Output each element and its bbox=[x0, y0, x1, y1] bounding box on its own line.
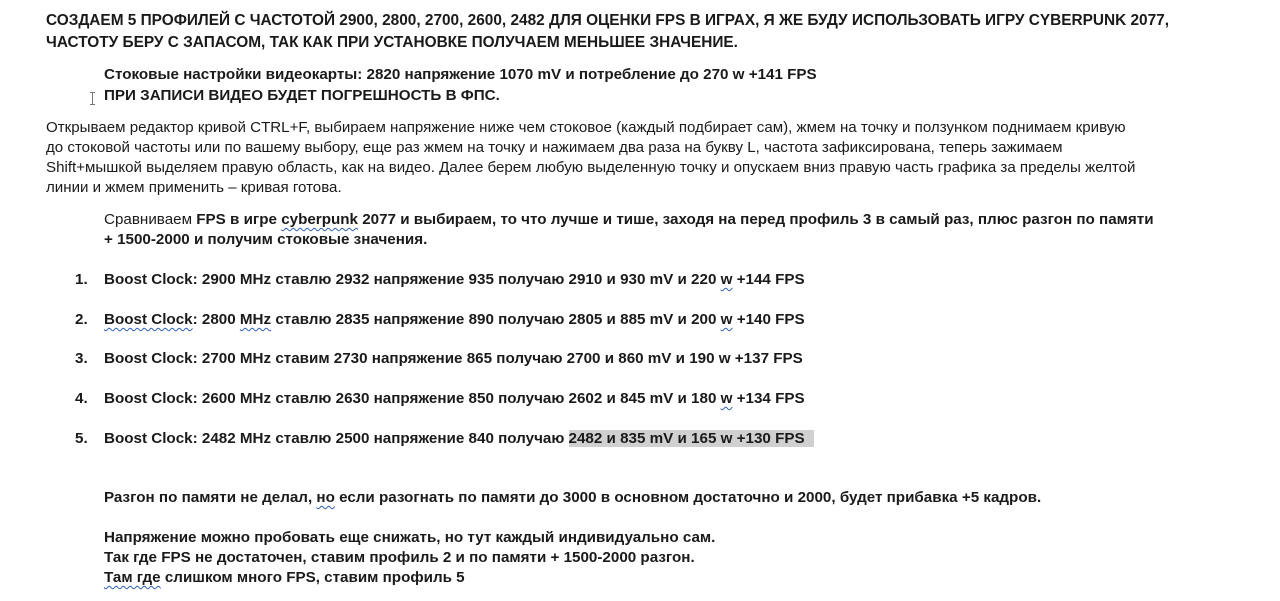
memory-text-b: если разогнать по памяти до 3000 в основном достаточно и 2000, будет прибавка +5 кадров. bbox=[334, 489, 1042, 506]
profile-item-2 bbox=[104, 310, 805, 330]
profile-item-3: Boost Clock: 2700 MHz ставим 2730 напряжение 865 получаю 2700 и 860 mV и 190 w +137 FPS bbox=[104, 350, 803, 367]
title-line-1: СОЗДАЕМ 5 ПРОФИЛЕЙ С ЧАСТОТОЙ 2900, 2800, 2700, 2600, 2482 ДЛЯ ОЦЕНКИ FPS В ИГРАХ, Я ЖЕ БУДУ ИСПОЛЬЗОВАТЬ ИГРУ CYBERPUNK 2077, bbox=[46, 12, 1170, 29]
instruction-line-2: до стоковой частоты или по вашему выбору, еще раз жмем на точку и нажимаем два раза на букву L, частота зафиксирована, теперь зажимаем bbox=[46, 139, 1063, 156]
profile-1-watt: w bbox=[720, 271, 733, 288]
profile-4-watt: w bbox=[720, 390, 733, 407]
instruction-line-4: линии и жмем применить – кривая готова. bbox=[46, 179, 342, 196]
note-3-word: Там где bbox=[104, 569, 161, 586]
profile-2-text-a: : 2800 bbox=[192, 311, 240, 328]
note-line-2: Так где FPS не достаточен, ставим профиль 2 и по памяти + 1500-2000 разгон. bbox=[104, 549, 695, 566]
profile-5-text: Boost Clock: 2482 MHz ставлю 2500 напряжение 840 получаю bbox=[104, 430, 569, 447]
list-number-2: 2. bbox=[75, 311, 88, 328]
profile-1-fps: +144 FPS bbox=[732, 271, 805, 288]
list-number-4: 4. bbox=[75, 390, 88, 407]
profile-4-text: Boost Clock: 2600 MHz ставлю 2630 напряжение 850 получаю 2602 и 845 mV и 180 bbox=[104, 390, 721, 407]
profile-1-text: Boost Clock: 2900 MHz ставлю 2932 напряжение 935 получаю 2910 и 930 mV и 220 bbox=[104, 271, 721, 288]
profile-2-mhz: MHz bbox=[239, 311, 272, 328]
profile-2-fps: +140 FPS bbox=[732, 311, 805, 328]
note-line-1: Напряжение можно пробовать еще снижать, но тут каждый индивидуально сам. bbox=[104, 529, 716, 546]
compare-line-1 bbox=[104, 210, 1154, 230]
stock-settings-line: Стоковые настройки видеокарты: 2820 напряжение 1070 mV и потребление до 270 w +141 FPS bbox=[104, 66, 817, 83]
compare-intro: Сравниваем bbox=[104, 211, 197, 228]
profile-item-4 bbox=[104, 389, 805, 409]
profile-item-5 bbox=[104, 429, 814, 449]
memory-word-no: но bbox=[316, 489, 335, 506]
profile-2-watt: w bbox=[720, 311, 733, 328]
list-number-5: 5. bbox=[75, 430, 88, 447]
compare-game-word: cyberpunk bbox=[281, 211, 358, 228]
profile-4-fps: +134 FPS bbox=[732, 390, 805, 407]
profile-5-selected-text[interactable]: 2482 и 835 mV и 165 w +130 FPS bbox=[569, 430, 814, 447]
recording-warning-line: ПРИ ЗАПИСИ ВИДЕО БУДЕТ ПОГРЕШНОСТЬ В ФПС. bbox=[104, 87, 500, 104]
instruction-line-3: Shift+мышкой выделяем правую область, как на видео. Далее берем любую выделенную точку и опускаем вниз правую часть графика за пределы желтой bbox=[46, 159, 1136, 176]
profile-2-text-b: ставлю 2835 напряжение 890 получаю 2805 и 885 mV и 200 bbox=[271, 311, 721, 328]
profile-2-boost: Boost Clock bbox=[104, 311, 193, 328]
text-cursor-icon bbox=[90, 92, 96, 106]
list-number-1: 1. bbox=[75, 271, 88, 288]
memory-text-a: Разгон по памяти не делал, bbox=[104, 489, 317, 506]
instruction-line-1: Открываем редактор кривой CTRL+F, выбираем напряжение ниже чем стоковое (каждый подбирает сам), жмем на точку и ползунком поднимаем кривую bbox=[46, 119, 1126, 136]
compare-fps: FPS в игре bbox=[196, 211, 282, 228]
memory-line bbox=[104, 488, 1041, 508]
title-line-2: ЧАСТОТУ БЕРУ С ЗАПАСОМ, ТАК КАК ПРИ УСТАНОВКЕ ПОЛУЧАЕМ МЕНЬШЕЕ ЗНАЧЕНИЕ. bbox=[46, 34, 738, 51]
compare-rest: 2077 и выбираем, то что лучше и тише, заходя на перед профиль 3 в самый раз, плюс разгон по памяти bbox=[358, 211, 1154, 228]
list-number-3: 3. bbox=[75, 350, 88, 367]
note-3-rest: слишком много FPS, ставим профиль 5 bbox=[160, 569, 465, 586]
note-line-3 bbox=[104, 568, 465, 588]
compare-line-2: + 1500-2000 и получим стоковые значения. bbox=[104, 231, 428, 248]
profile-item-1 bbox=[104, 270, 805, 290]
